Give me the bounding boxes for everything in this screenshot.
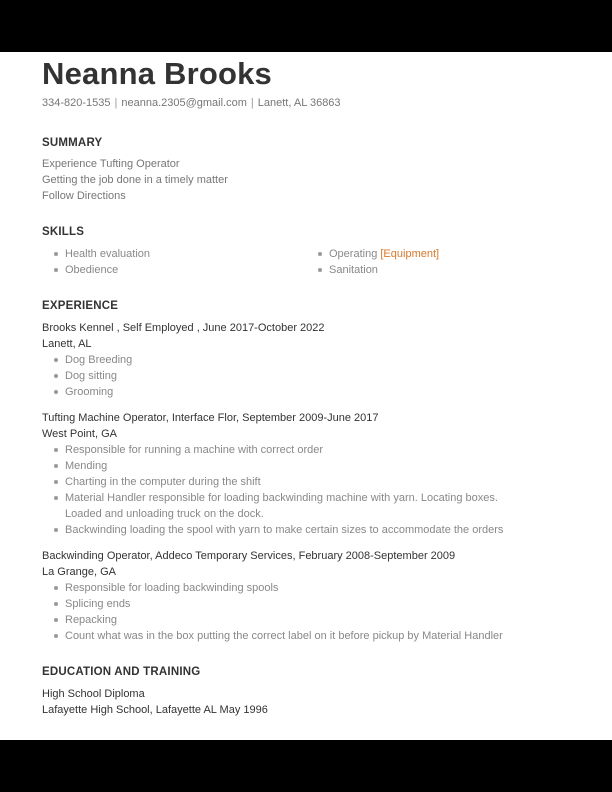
job-title: Brooks Kennel , Self Employed , June 2017-October 2022	[42, 322, 325, 334]
job-bullet: Backwinding loading the spool with yarn to make certain sizes to accommodate the orders	[65, 524, 504, 536]
job-bullet: Responsible for running a machine with correct order	[65, 444, 324, 456]
resume-name: Neanna Brooks	[42, 56, 272, 91]
job-title: Tufting Machine Operator, Interface Flor, September 2009-June 2017	[42, 412, 379, 424]
job-bullet: Grooming	[65, 386, 114, 398]
contact-separator: |	[114, 97, 118, 109]
contact-separator: |	[250, 97, 254, 109]
job-bullet: Responsible for loading backwinding spools	[65, 582, 279, 594]
job-location: Lanett, AL	[42, 338, 92, 350]
job-bullet: Mending	[65, 460, 108, 472]
job-bullet: Charting in the computer during the shift	[65, 476, 261, 488]
education-degree: High School Diploma	[42, 688, 145, 700]
job-bullet-continuation: Loaded and unloading truck on the dock.	[65, 508, 264, 520]
job-bullet: Count what was in the box putting the correct label on it before pickup by Material Handler	[65, 630, 503, 642]
skill-item: Obedience	[65, 264, 119, 276]
job-bullet: Splicing ends	[65, 598, 131, 610]
job-location: La Grange, GA	[42, 566, 116, 578]
summary-line: Experience Tufting Operator	[42, 158, 180, 170]
skill-text: Operating	[329, 248, 378, 260]
job-bullet: Dog Breeding	[65, 354, 133, 366]
job-location: West Point, GA	[42, 428, 117, 440]
summary-line: Getting the job done in a timely matter	[42, 174, 228, 186]
resume-page	[0, 52, 612, 740]
contact-line	[42, 97, 341, 109]
summary-heading: SUMMARY	[42, 137, 103, 149]
skills-heading: SKILLS	[42, 226, 85, 238]
education-heading: EDUCATION AND TRAINING	[42, 666, 201, 678]
job-bullet: Material Handler responsible for loading backwinding machine with yarn. Locating boxes.	[65, 492, 498, 504]
education-school: Lafayette High School, Lafayette AL May 1996	[42, 704, 268, 716]
experience-heading: EXPERIENCE	[42, 300, 119, 312]
skill-item	[329, 246, 439, 262]
job-bullet: Dog sitting	[65, 370, 117, 382]
contact-email: neanna.2305@gmail.com	[121, 97, 247, 109]
skill-placeholder-tag: [Equipment]	[380, 248, 440, 260]
skill-item: Health evaluation	[65, 248, 151, 260]
summary-line: Follow Directions	[42, 190, 126, 202]
skill-item: Sanitation	[329, 264, 378, 276]
contact-phone: 334-820-1535	[42, 97, 111, 109]
contact-location: Lanett, AL 36863	[257, 97, 341, 109]
job-title: Backwinding Operator, Addeco Temporary Services, February 2008-September 2009	[42, 550, 456, 562]
job-bullet: Repacking	[65, 614, 117, 626]
